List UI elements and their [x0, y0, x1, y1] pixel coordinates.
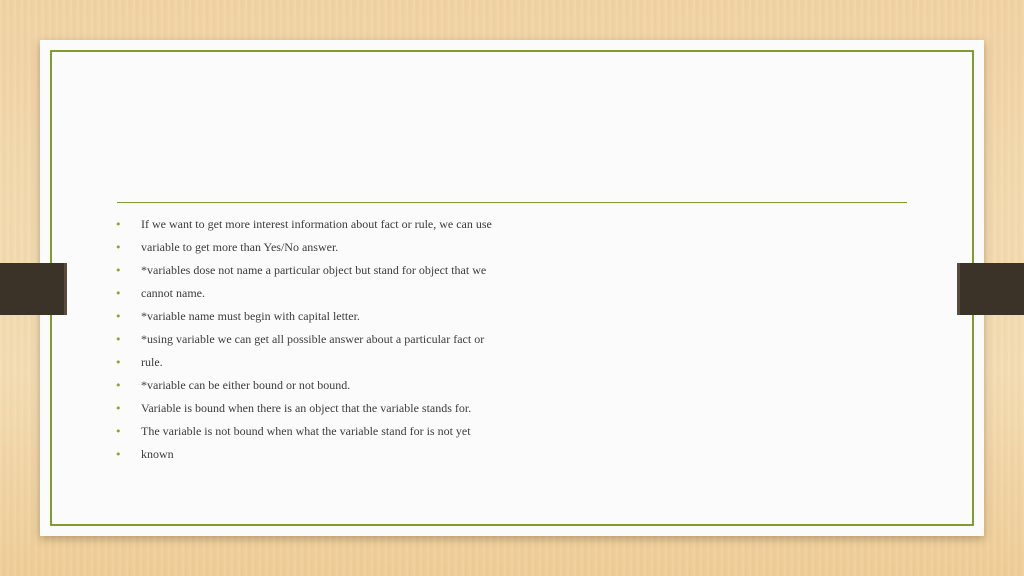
bullet-text: If we want to get more interest information about fact or rule, we can use: [141, 217, 492, 231]
bullet-icon: •: [115, 264, 122, 277]
bullet-item: [115, 259, 492, 282]
bullet-item: [115, 397, 492, 420]
bullet-icon: •: [115, 310, 122, 323]
bullet-icon: •: [115, 379, 122, 392]
right-side-tab: [957, 263, 1024, 315]
bullet-item: [115, 443, 492, 466]
bullet-item: [115, 351, 492, 374]
bullet-text: *variable name must begin with capital letter.: [141, 309, 360, 323]
bullet-icon: •: [115, 356, 122, 369]
bullet-item: [115, 305, 492, 328]
title-divider: [117, 202, 907, 203]
bullet-text: *using variable we can get all possible answer about a particular fact or: [141, 332, 485, 346]
bullet-icon: •: [115, 425, 122, 438]
bullet-item: [115, 420, 492, 443]
bullet-icon: •: [115, 218, 122, 231]
bullet-item: [115, 328, 492, 351]
bullet-icon: •: [115, 287, 122, 300]
bullet-text: rule.: [141, 355, 163, 369]
bullet-text: *variable can be either bound or not bound.: [141, 378, 351, 392]
bullet-list: [115, 213, 492, 466]
bullet-text: *variables dose not name a particular object but stand for object that we: [141, 263, 487, 277]
bullet-item: [115, 213, 492, 236]
bullet-item: [115, 236, 492, 259]
bullet-text: The variable is not bound when what the variable stand for is not yet: [141, 424, 471, 438]
bullet-icon: •: [115, 402, 122, 415]
bullet-text: known: [141, 447, 174, 461]
bullet-icon: •: [115, 333, 122, 346]
bullet-text: variable to get more than Yes/No answer.: [141, 240, 339, 254]
bullet-icon: •: [115, 448, 122, 461]
left-side-tab: [0, 263, 67, 315]
bullet-icon: •: [115, 241, 122, 254]
bullet-text: cannot name.: [141, 286, 205, 300]
bullet-text: Variable is bound when there is an object that the variable stands for.: [141, 401, 472, 415]
bullet-item: [115, 374, 492, 397]
bullet-item: [115, 282, 492, 305]
